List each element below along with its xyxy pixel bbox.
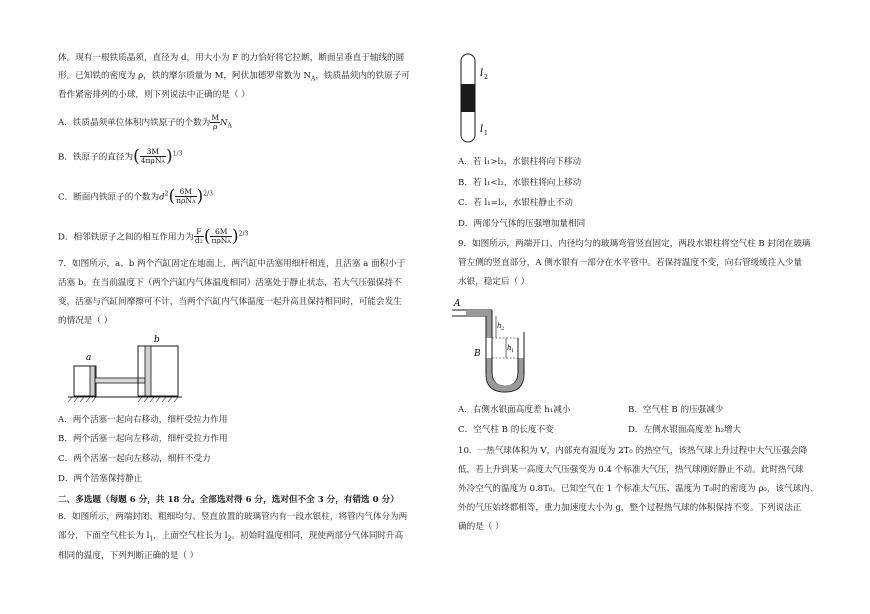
q10-stem-line2: 低，若上升到某一高度大气压强变为 0.4 个标准大气压，热气球刚好静止不动。此时热气球 bbox=[458, 465, 804, 475]
q6-option-b: B．铁原子的直径为( $\frac{3M}{\text{4πρNA}}$ )$^{1/3}$ bbox=[58, 146, 183, 167]
svg-text:1: 1 bbox=[484, 130, 488, 137]
q7-stem-line1: 7．如图所示，a、b 两个汽缸固定在地面上，两汽缸中活塞用细杆相连，且活塞 a 面积小于 bbox=[58, 259, 406, 269]
tube-label-l1: l bbox=[480, 124, 484, 135]
q9-u-tube-figure bbox=[452, 296, 552, 396]
q9-option-d: D．左侧水银面高度差 h₂增大 bbox=[628, 425, 742, 435]
q9-option-a: A．右侧水银面高度差 h₁减小 bbox=[458, 405, 571, 415]
label-a: a bbox=[86, 353, 92, 363]
q8-option-b: B．若 l₁<l₂，水银柱将向上移动 bbox=[458, 178, 582, 188]
tube-label-l2: l bbox=[480, 68, 484, 79]
q10-stem-line1: 10．一热气球体积为 V，内部充有温度为 2T₀ 的热空气，该热气球上升过程中大气压强会降 bbox=[458, 446, 808, 456]
q9-stem-line3: 水银，稳定后（ ） bbox=[458, 277, 530, 287]
q8-stem-line3: 相同的温度，下列判断正确的是（ ） bbox=[58, 551, 199, 561]
q7-stem-line3: 变，活塞与汽缸间摩擦可不计，当两个汽缸内气体温度一起升高且保持相同时，可能会发生 bbox=[58, 297, 402, 307]
q9-option-c: C．空气柱 B 的长度不变 bbox=[458, 425, 554, 435]
svg-text:2: 2 bbox=[484, 74, 488, 81]
q9-stem-line2: 管左侧的竖直部分，A 侧水银有一部分在水平管中。若保持温度不变，向右管缓缓注入少量 bbox=[458, 258, 803, 268]
q6-option-a: A．铁质晶须单位体积内铁原子的个数为 $\frac{M}{\rho}$ $N_A$ bbox=[58, 113, 232, 131]
q6-option-c: C．断面内铁原子的个数为$d^2$( $\frac{6M}{\text{πρNA}}$ )$^{2/3}$ bbox=[58, 186, 213, 207]
q7-option-b: B．两个活塞一起向左移动，细杆受拉力作用 bbox=[58, 434, 228, 444]
svg-text:2: 2 bbox=[501, 326, 505, 332]
q8-option-d: D．两部分气体的压强增加量相同 bbox=[458, 219, 586, 229]
q8-option-c: C．若 l₁=l₂，水银柱静止不动 bbox=[458, 198, 573, 208]
q9-option-b: B．空气柱 B 的压强减少 bbox=[628, 405, 724, 415]
q7-option-d: D．两个活塞保持静止 bbox=[58, 474, 143, 484]
q8-stem-line2: 部分，下面空气柱长为 $l_1$，上面空气柱长为 $l_2$。初始时温度相同，现使两部分气体同时升高 bbox=[58, 531, 404, 543]
q7-stem-line4: 的情况是（ ） bbox=[58, 316, 113, 326]
q7-option-c: C．两个活塞一起向左移动，细杆不受力 bbox=[58, 454, 211, 464]
q6-stem-line2: 形。已知铁的密度为 ρ，铁的摩尔质量为 M，阿伏加德罗常数为 $N_A$，铁质晶须内的铁原子可 bbox=[58, 71, 410, 83]
label-b: b bbox=[154, 335, 160, 345]
q8-option-a: A．若 l₁>l₂，水银柱将向下移动 bbox=[458, 157, 582, 167]
section2-heading: 二、多选题（每题 6 分，共 18 分。全部选对得 6 分，选对但不全 3 分，有错选 0 分） bbox=[58, 495, 399, 505]
q8-tube-figure bbox=[458, 52, 508, 147]
q6-stem-line3: 看作紧密排列的小球，则下列说法中正确的是（ ） bbox=[58, 90, 250, 100]
u-tube-label-h1: h bbox=[507, 344, 512, 352]
q7-stem-line2: 活塞 b。在当前温度下（两个汽缸内气体温度相同）活塞处于静止状态，若大气压强保持不 bbox=[58, 278, 402, 288]
u-tube-label-a: A bbox=[454, 299, 461, 309]
q10-stem-line3: 外冷空气的温度为 0.8T₀。已知空气在 1 个标准大气压、温度为 T₀时的密度为 ρ₀，该气球内、 bbox=[458, 484, 819, 494]
svg-text:1: 1 bbox=[511, 348, 515, 354]
q7-cylinders-figure bbox=[66, 330, 186, 410]
q7-option-a: A．两个活塞一起向右移动，细杆受拉力作用 bbox=[58, 415, 228, 425]
q10-stem-line5: 确的是（ ） bbox=[458, 522, 504, 532]
q8-stem-line1: 8．如图所示，两端封闭、粗细均匀、竖直放置的玻璃管内有一段水银柱，将管内气体分为两 bbox=[58, 512, 408, 522]
u-tube-label-b: B bbox=[474, 349, 481, 359]
q10-stem-line4: 外的气压始终都相等，重力加速度大小为 g，整个过程热气球的体积保持不变。下列说法正 bbox=[458, 503, 802, 513]
u-tube-label-h2: h bbox=[497, 322, 502, 330]
q9-stem-line1: 9．如图所示，两端开口、内径均匀的玻璃弯管竖直固定，两段水银柱将空气柱 B 封闭在玻璃 bbox=[458, 239, 811, 249]
q6-stem-line1: 体。现有一根铁质晶须，直径为 d，用大小为 F 的力恰好将它拉断，断面呈垂直于轴线的圆 bbox=[58, 53, 405, 63]
q6-option-d: D．相邻铁原子之间的相互作用力为 $\frac{F}{d2}$ ( $\frac{6M}{\text{πρNA}}$ )$^{2/3}$ bbox=[58, 226, 249, 247]
